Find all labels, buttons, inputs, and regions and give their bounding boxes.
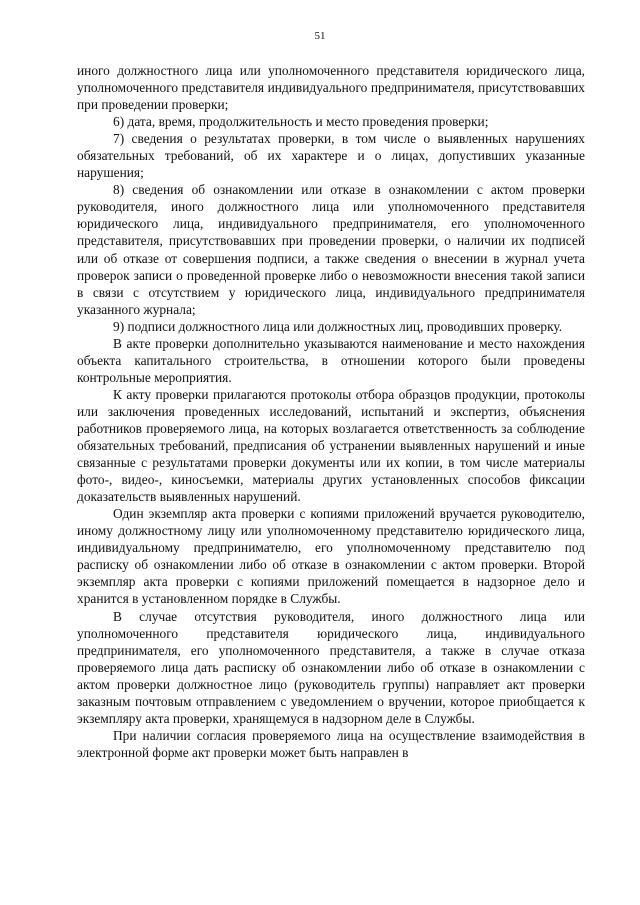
list-item-9: 9) подписи должностного лица или должностных лиц, проводивших проверку.	[113, 318, 563, 334]
paragraph-continuation: иного должностного лица или уполномоченного представителя юридического лица, уполномоченного представителя индивидуального предпринимателя, присутствовавших при проведении проверки;	[77, 63, 585, 113]
paragraph: В акте проверки дополнительно указываются наименование и место нахождения объекта капитального строительства, в отношении которого были проведены контрольные мероприятия.	[77, 335, 585, 385]
paragraph: Один экземпляр акта проверки с копиями приложений вручается руководителю, иному должностному лицу или уполномоченному представителю юридического лица, индивидуальному предпринимателю, его уполномоченному представителю под расписку об ознакомлении либо об отказе в ознакомлении с актом проверки. Второй экземпляр акта проверки с копиями приложений помещается в надзорное дело и хранится в установленном порядке в Службы.	[77, 506, 585, 607]
list-item-8: 8) сведения об ознакомлении или отказе в ознакомлении с актом проверки руководителя, иного должностного лица или уполномоченного представителя юридического лица, индивидуального предпринимателя, его уполномоченного представителя, присутствовавших при проведении проверки, о наличии их подписей или об отказе от совершения подписи, а также сведения о внесении в журнал учета проверок записи о проведенной проверке либо о невозможности внесения такой записи в связи с отсутствием у юридического лица, индивидуального предпринимателя указанного журнала;	[77, 182, 585, 317]
paragraph: При наличии согласия проверяемого лица на осуществление взаимодействия в электронной форме акт проверки может быть направлен в	[77, 727, 585, 760]
document-body	[77, 62, 585, 761]
paragraph: В случае отсутствия руководителя, иного должностного лица или уполномоченного представителя юридического лица, индивидуального предпринимателя, его уполномоченного представителя, а также в случае отказа проверяемого лица дать расписку об ознакомлении либо об отказе в ознакомлении с актом проверки должностное лицо (руководитель группы) направляет акт проверки заказным почтовым отправлением с уведомлением о вручении, которое приобщается к экземпляру акта проверки, хранящемуся в надзорном деле в Службы.	[77, 608, 585, 726]
list-item-6: 6) дата, время, продолжительность и место проведения проверки;	[113, 114, 489, 130]
page-number: 51	[314, 30, 326, 42]
paragraph: К акту проверки прилагаются протоколы отбора образцов продукции, протоколы или заключения проведенных исследований, испытаний и экспертиз, объяснения работников проверяемого лица, на которых возлагается ответственность за соблюдение обязательных требований, предписания об устранении выявленных нарушений и иные связанные с результатами проверки документы или их копии, в том числе материалы фото-, видео-, киносъемки, материалы других установленных способов фиксации доказательств выявленных нарушений.	[77, 386, 585, 505]
list-item-7: 7) сведения о результатах проверки, в том числе о выявленных нарушениях обязательных требований, об их характере и о лицах, допустивших указанные нарушения;	[77, 131, 585, 181]
